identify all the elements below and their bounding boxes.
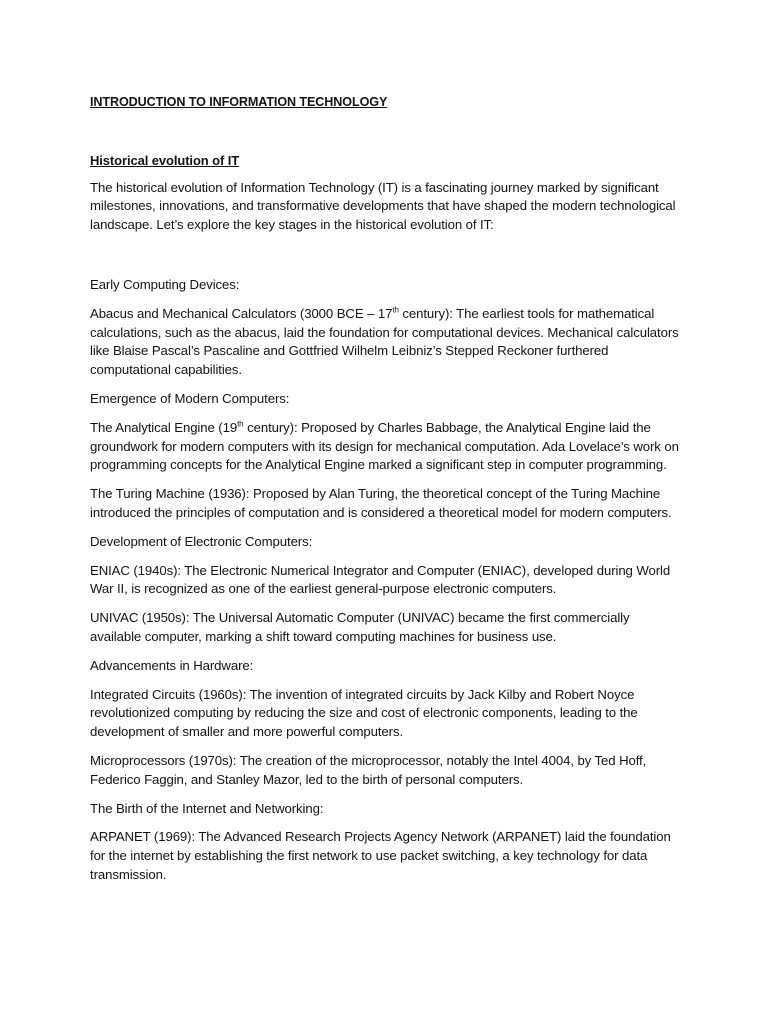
- entry-text: Integrated Circuits (1960s): The invention of integrated circuits by Jack Kilby and Robert Noyce revolutionized computing by reducing the size and cost of electronic components, leading to the development of smaller and more powerful computers.: [90, 686, 638, 740]
- entry-text: Microprocessors (1970s): The creation of the microprocessor, notably the Intel 4004, by Ted Hoff, Federico Faggin, and Stanley Mazor, led to the birth of personal computers.: [90, 752, 647, 787]
- group-heading: Development of Electronic Computers:: [90, 533, 313, 549]
- entry-paragraph: [90, 419, 680, 475]
- entry-paragraph: [90, 305, 680, 380]
- entry-paragraph: [90, 752, 680, 790]
- entry-text-continued: century): Proposed by Charles Babbage, the Analytical Engine laid the groundwork for modern computers with its design for mechanical computation. Ada Lovelace’s work on programming concepts for the Analytical Engine marked a significant step in computer programming.: [90, 419, 679, 473]
- entry-paragraph: [90, 485, 680, 523]
- entry-text: ENIAC (1940s): The Electronic Numerical Integrator and Computer (ENIAC), developed during World War II, is recognized as one of the earliest general-purpose electronic computers.: [90, 562, 671, 597]
- entry-text: The Turing Machine (1936): Proposed by Alan Turing, the theoretical concept of the Turing Machine introduced the principles of computation and is considered a theoretical model for modern computers.: [90, 486, 672, 520]
- entry-text: Abacus and Mechanical Calculators (3000 BCE – 17: [90, 305, 393, 321]
- document-page: [90, 93, 680, 885]
- group-heading: Advancements in Hardware:: [90, 657, 254, 673]
- entry-text: ARPANET (1969): The Advanced Research Projects Agency Network (ARPANET) laid the foundation for the internet by establishing the first network to use packet switching, a key technology for data transmission.: [90, 829, 671, 882]
- intro-paragraph: The historical evolution of Information Technology (IT) is a fascinating journey marked by significant milestones, innovations, and transformative developments that have shaped the modern technological landscape. Let’s explore the key stages in the historical evolution of IT:: [90, 179, 676, 233]
- entry-paragraph: [90, 828, 680, 884]
- entry-paragraph: [90, 609, 680, 647]
- entry-paragraph: [90, 686, 680, 742]
- ordinal-superscript: th: [392, 305, 399, 315]
- entry-text-continued: century): The earliest tools for mathematical calculations, such as the abacus, laid the foundation for computational devices. Mechanical calculators like Blaise Pascal’s Pascaline and Gottfried Wilhelm Leibniz’s Stepped Reckoner furthered computational capabilities.: [90, 305, 679, 378]
- section-heading: Historical evolution of IT: [90, 152, 240, 168]
- group-heading: The Birth of the Internet and Networking:: [90, 800, 324, 816]
- ordinal-superscript: th: [237, 419, 244, 429]
- group-heading: Emergence of Modern Computers:: [90, 390, 290, 406]
- history-groups: [90, 276, 680, 885]
- entry-text: The Analytical Engine (19: [90, 419, 238, 435]
- entry-text: UNIVAC (1950s): The Universal Automatic Computer (UNIVAC) became the first commercially available computer, marking a shift toward computing machines for business use.: [90, 610, 630, 644]
- document-title: INTRODUCTION TO INFORMATION TECHNOLOGY: [90, 95, 388, 109]
- entry-paragraph: [90, 562, 680, 600]
- group-heading: Early Computing Devices:: [90, 276, 240, 292]
